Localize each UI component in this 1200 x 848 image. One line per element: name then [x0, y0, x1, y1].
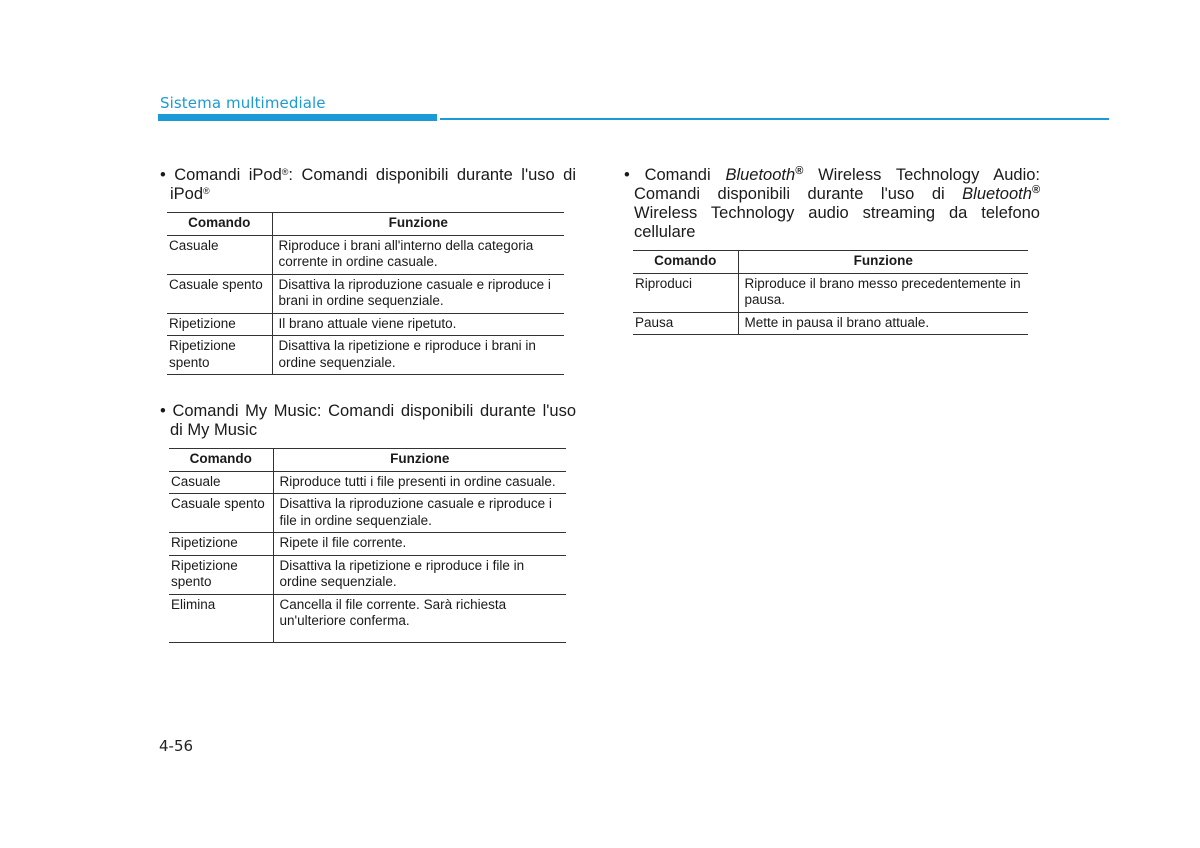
- command-cell: Ripetizione: [167, 313, 272, 336]
- mymusic-section: [160, 402, 576, 643]
- column-header-command: Comando: [633, 251, 738, 274]
- bullet: •: [624, 166, 630, 184]
- bullet: •: [160, 402, 166, 420]
- ipod-commands-table: [167, 212, 564, 375]
- mymusic-intro: • Comandi My Music: Comandi disponibili durante l'uso di My Music: [160, 402, 576, 439]
- function-cell: Riproduce tutti i file presenti in ordine casuale.: [273, 471, 566, 494]
- function-cell: Riproduce i brani all'interno della categoria corrente in ordine casuale.: [272, 235, 564, 274]
- header-rule-thin: [440, 118, 1109, 120]
- ipod-section: [160, 166, 576, 375]
- column-header-function: Funzione: [272, 213, 564, 236]
- function-cell: Disattiva la riproduzione casuale e riproduce i file in ordine sequenziale.: [273, 494, 566, 533]
- command-cell: Riproduci: [633, 273, 738, 312]
- command-cell: Elimina: [169, 594, 273, 642]
- column-header-command: Comando: [169, 449, 273, 472]
- column-header-function: Funzione: [738, 251, 1028, 274]
- bluetooth-commands-table: [633, 250, 1028, 335]
- table-row: [633, 273, 1028, 312]
- table-row: [167, 313, 564, 336]
- bluetooth-intro: • Comandi Bluetooth® Wireless Technology Audio: Comandi disponibili durante l'uso di Bluetooth® Wireless Technology audio streaming da telefono cellulare: [624, 165, 1040, 241]
- function-cell: Il brano attuale viene ripetuto.: [272, 313, 564, 336]
- command-cell: Ripetizione: [169, 533, 273, 556]
- table-row: [633, 312, 1028, 335]
- table-row: [167, 235, 564, 274]
- function-cell: Cancella il file corrente. Sarà richiesta un'ulteriore conferma.: [273, 594, 566, 642]
- ipod-intro: • Comandi iPod®: Comandi disponibili durante l'uso di iPod®: [160, 166, 576, 203]
- command-cell: Casuale: [169, 471, 273, 494]
- mymusic-commands-table: [169, 448, 566, 643]
- table-row: [169, 555, 566, 594]
- command-cell: Ripetizione spento: [169, 555, 273, 594]
- command-cell: Casuale: [167, 235, 272, 274]
- command-cell: Ripetizione spento: [167, 336, 272, 375]
- command-cell: Casuale spento: [169, 494, 273, 533]
- function-cell: Ripete il file corrente.: [273, 533, 566, 556]
- page-number: 4-56: [159, 737, 194, 755]
- function-cell: Disattiva la ripetizione e riproduce i file in ordine sequenziale.: [273, 555, 566, 594]
- table-row: [169, 471, 566, 494]
- column-header-function: Funzione: [273, 449, 566, 472]
- table-row: [167, 274, 564, 313]
- table-row: [167, 336, 564, 375]
- table-row: [169, 494, 566, 533]
- function-cell: Disattiva la ripetizione e riproduce i brani in ordine sequenziale.: [272, 336, 564, 375]
- table-row: [169, 594, 566, 642]
- function-cell: Riproduce il brano messo precedentemente in pausa.: [738, 273, 1028, 312]
- header-rule-thick: [158, 114, 437, 121]
- command-cell: Pausa: [633, 312, 738, 335]
- bullet: •: [160, 166, 166, 184]
- column-header-command: Comando: [167, 213, 272, 236]
- section-title: Sistema multimediale: [160, 94, 326, 112]
- function-cell: Disattiva la riproduzione casuale e riproduce i brani in ordine sequenziale.: [272, 274, 564, 313]
- bluetooth-section: [624, 166, 1040, 335]
- table-row: [169, 533, 566, 556]
- command-cell: Casuale spento: [167, 274, 272, 313]
- function-cell: Mette in pausa il brano attuale.: [738, 312, 1028, 335]
